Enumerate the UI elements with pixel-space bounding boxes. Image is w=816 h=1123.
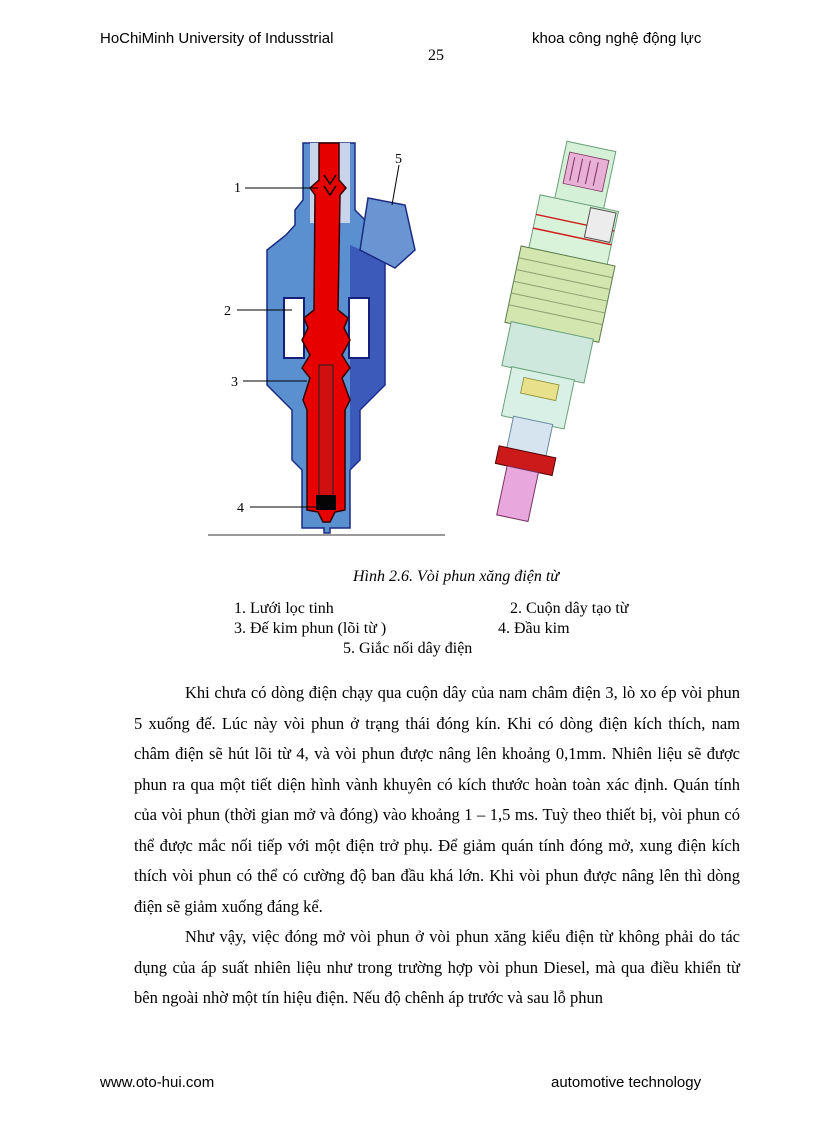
legend-item-4: 4. Đầu kim [498, 620, 570, 637]
label-3: 3 [231, 375, 238, 390]
label-2: 2 [224, 304, 231, 319]
page-number: 25 [428, 47, 444, 64]
label-4: 4 [237, 501, 244, 516]
label-5: 5 [395, 152, 402, 167]
injector-cross-section [208, 143, 445, 535]
footer-url: www.oto-hui.com [100, 1074, 215, 1091]
injector-illustration [200, 140, 620, 540]
header-faculty: khoa công nghệ động lực [532, 30, 702, 47]
header-university: HoChiMinh University of Indusstrial [100, 30, 334, 47]
body-text [134, 678, 740, 1014]
legend-item-1: 1. Lưới lọc tinh [234, 600, 334, 617]
footer-tagline: automotive technology [551, 1074, 702, 1091]
legend-item-3: 3. Đế kim phun (lõi từ ) [234, 620, 387, 637]
legend-item-5: 5. Giắc nối dây điện [343, 640, 473, 657]
paragraph-2: Như vậy, việc đóng mở vòi phun ở vòi phun xăng kiểu điện từ không phải do tác dụng của áp suất nhiên liệu như trong trường hợp vòi phun Diesel, mà qua điều khiển từ bên ngoài nhờ một tín hiệu điện. Nếu độ chênh áp trước và sau lỗ phun [134, 927, 740, 1007]
injector-3d-cutaway [465, 140, 620, 528]
legend-item-2: 2. Cuộn dây tạo từ [510, 600, 629, 617]
paragraph-1: Khi chưa có dòng điện chạy qua cuộn dây của nam châm điện 3, lò xo ép vòi phun 5 xuống đế. Lúc này vòi phun ở trạng thái đóng kín. Khi có dòng điện kích thích, nam châm điện sẽ hút lõi từ 4, và vòi phun được nâng lên khoảng 0,1mm. Nhiên liệu sẽ được phun ra qua một tiết diện hình vành khuyên có kích thước hoàn toàn xác định. Quán tính của vòi phun (thời gian mở và đóng) vào khoảng 1 – 1,5 ms. Tuỳ theo thiết bị, vòi phun có thể được mắc nối tiếp với một điện trở phụ. Để giảm quán tính đóng mở, xung điện kích thích vòi phun có thể có cường độ ban đầu khá lớn. Khi vòi phun được nâng lên thì dòng điện sẽ giảm xuống đáng kể. [134, 683, 740, 916]
figure-caption: Hình 2.6. Vòi phun xăng điện từ [352, 568, 560, 585]
label-1: 1 [234, 181, 241, 196]
injector-figure [200, 140, 620, 540]
